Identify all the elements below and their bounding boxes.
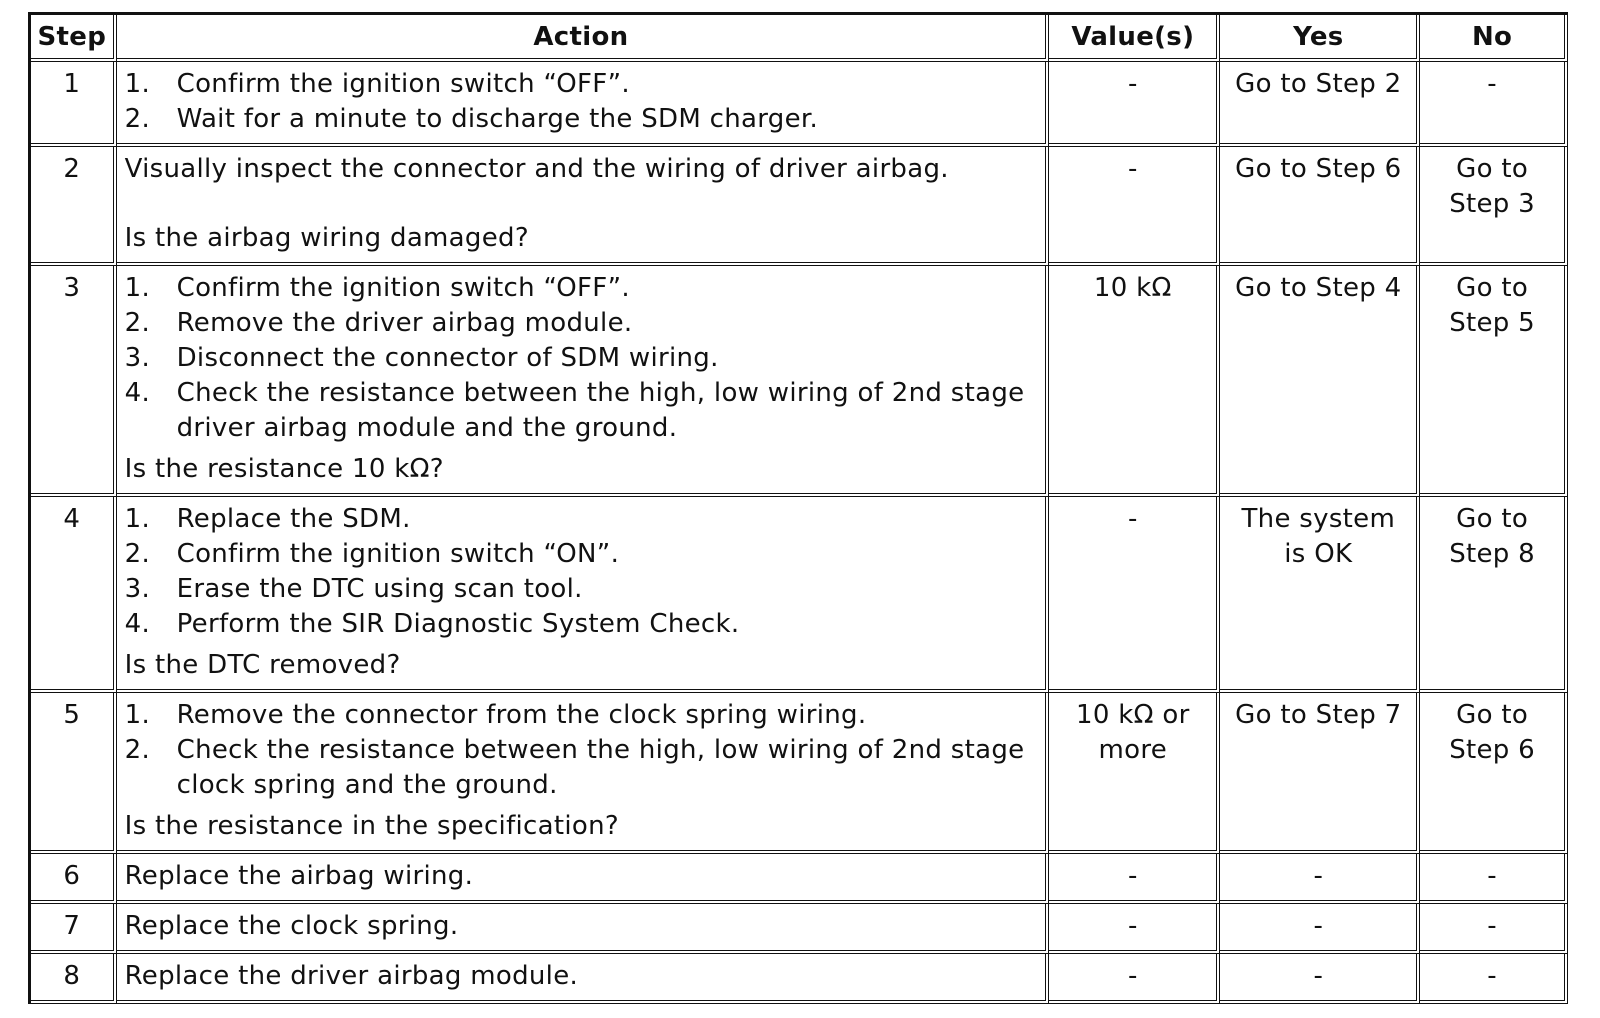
yes-cell: Go to Step 2 <box>1220 62 1420 147</box>
action-item: 3. Disconnect the connector of SDM wiring. <box>124 343 719 373</box>
action-list <box>125 698 1038 803</box>
action-item: 3. Erase the DTC using scan tool. <box>124 574 583 604</box>
value-cell: - <box>1049 854 1220 904</box>
header-step: Step <box>31 15 117 62</box>
action-item: 2. Confirm the ignition switch “ON”. <box>124 539 620 569</box>
table-row <box>31 147 1568 266</box>
diagnostic-table <box>28 12 1568 1004</box>
action-text: Replace the clock spring. <box>117 904 1050 954</box>
action-item: 2. Check the resistance between the high, low wiring of 2nd stage clock spring and the ground. <box>124 735 1025 800</box>
step-number: 1 <box>31 62 117 147</box>
no-cell: - <box>1420 62 1568 147</box>
header-value: Value(s) <box>1049 15 1220 62</box>
action-item: 4. Perform the SIR Diagnostic System Check. <box>124 609 740 639</box>
value-cell: - <box>1049 147 1220 266</box>
step-number: 5 <box>31 693 117 854</box>
action-cell <box>117 266 1050 497</box>
action-cell <box>117 62 1050 147</box>
table-row <box>31 62 1568 147</box>
no-cell: Go to Step 8 <box>1420 497 1568 693</box>
header-no: No <box>1420 15 1568 62</box>
value-cell: 10 kΩ or more <box>1049 693 1220 854</box>
action-cell <box>117 147 1050 266</box>
action-question: Is the resistance 10 kΩ? <box>124 454 444 484</box>
value-cell: 10 kΩ <box>1049 266 1220 497</box>
header-action: Action <box>117 15 1050 62</box>
action-list <box>125 271 1038 446</box>
action-item: 1. Confirm the ignition switch “OFF”. <box>124 69 630 99</box>
value-cell: - <box>1049 62 1220 147</box>
action-text: Replace the airbag wiring. <box>117 854 1050 904</box>
table-header-row <box>31 15 1568 62</box>
action-question: Is the resistance in the specification? <box>124 811 619 841</box>
action-item: 1. Replace the SDM. <box>124 504 411 534</box>
action-item: 1. Remove the connector from the clock spring wiring. <box>124 700 867 730</box>
no-cell: Go to Step 5 <box>1420 266 1568 497</box>
step-number: 4 <box>31 497 117 693</box>
step-number: 8 <box>31 954 117 1004</box>
step-number: 6 <box>31 854 117 904</box>
value-cell: - <box>1049 904 1220 954</box>
no-cell: - <box>1420 854 1568 904</box>
table-row <box>31 854 1568 904</box>
no-cell: Go to Step 6 <box>1420 693 1568 854</box>
action-list <box>125 502 1038 642</box>
table-row <box>31 904 1568 954</box>
table-row <box>31 266 1568 497</box>
action-item: 2. Remove the driver airbag module. <box>124 308 633 338</box>
no-cell: - <box>1420 954 1568 1004</box>
action-text: Replace the driver airbag module. <box>117 954 1050 1004</box>
yes-cell: Go to Step 4 <box>1220 266 1420 497</box>
value-cell: - <box>1049 954 1220 1004</box>
table-row <box>31 497 1568 693</box>
yes-cell: - <box>1220 954 1420 1004</box>
step-number: 3 <box>31 266 117 497</box>
action-question: Is the DTC removed? <box>124 650 401 680</box>
table-row <box>31 954 1568 1004</box>
action-question: Is the airbag wiring damaged? <box>124 223 529 253</box>
header-yes: Yes <box>1220 15 1420 62</box>
action-text: Visually inspect the connector and the wiring of driver airbag. <box>124 154 949 184</box>
value-cell: - <box>1049 497 1220 693</box>
yes-cell: - <box>1220 904 1420 954</box>
action-item: 4. Check the resistance between the high, low wiring of 2nd stage driver airbag module and the ground. <box>124 378 1025 443</box>
no-cell: Go to Step 3 <box>1420 147 1568 266</box>
yes-cell: The system is OK <box>1220 497 1420 693</box>
action-cell <box>117 497 1050 693</box>
action-list <box>125 67 1038 137</box>
action-cell <box>117 693 1050 854</box>
yes-cell: Go to Step 6 <box>1220 147 1420 266</box>
table-row <box>31 693 1568 854</box>
action-item: 1. Confirm the ignition switch “OFF”. <box>124 273 630 303</box>
no-cell: - <box>1420 904 1568 954</box>
yes-cell: - <box>1220 854 1420 904</box>
step-number: 7 <box>31 904 117 954</box>
step-number: 2 <box>31 147 117 266</box>
action-item: 2. Wait for a minute to discharge the SDM charger. <box>124 104 819 134</box>
yes-cell: Go to Step 7 <box>1220 693 1420 854</box>
